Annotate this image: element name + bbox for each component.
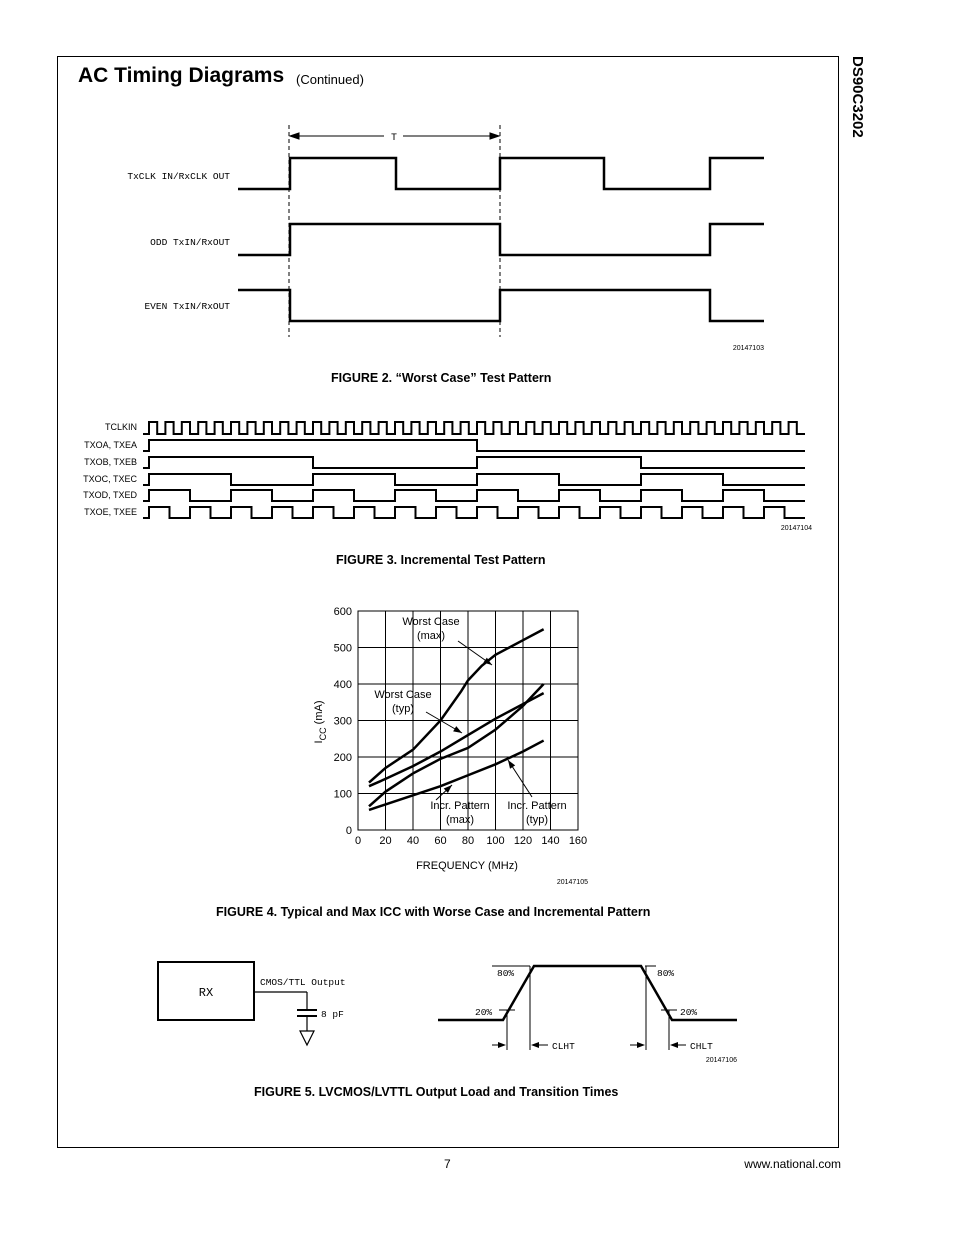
x-tick-label: 80 xyxy=(461,835,475,847)
figure5-caption: FIGURE 5. LVCMOS/LVTTL Output Load and Transition Times xyxy=(254,1085,619,1099)
y-tick-label: 100 xyxy=(333,788,352,801)
output-label: CMOS/TTL Output xyxy=(260,977,346,988)
x-tick-label: 100 xyxy=(486,835,505,847)
signal-label: ODD TxIN/RxOUT xyxy=(150,237,230,248)
signal-label: TXOD, TXED xyxy=(83,490,137,500)
figure4-caption: FIGURE 4. Typical and Max ICC with Worse Case and Incremental Pattern xyxy=(216,905,651,919)
signal-label: EVEN TxIN/RxOUT xyxy=(144,301,230,312)
figure-code: 20147106 xyxy=(705,1057,737,1064)
pct-label: 80% xyxy=(497,968,515,979)
annotation-label: Worst Case xyxy=(374,689,432,701)
x-tick-label: 120 xyxy=(513,835,533,847)
part-number-tag: DS90C3202 xyxy=(849,56,866,138)
figure-code: 20147105 xyxy=(556,879,588,886)
annotation-label: Worst Case xyxy=(402,616,460,628)
page-subtitle: (Continued) xyxy=(296,72,364,87)
cap-label: 8 pF xyxy=(321,1009,344,1020)
page-frame xyxy=(57,56,839,1148)
footer-url: www.national.com xyxy=(744,1157,841,1171)
signal-label: TXOB, TXEB xyxy=(84,457,137,467)
rx-label: RX xyxy=(198,986,214,1000)
y-tick-label: 300 xyxy=(333,715,352,728)
annotation-label: (max) xyxy=(416,630,446,642)
figure2-caption: FIGURE 2. “Worst Case” Test Pattern xyxy=(331,371,552,385)
x-tick-label: 140 xyxy=(541,835,560,847)
x-tick-label: 60 xyxy=(434,835,447,847)
chlt-label: CHLT xyxy=(690,1041,713,1052)
figure-code: 20147103 xyxy=(732,345,764,352)
annotation-label: (max) xyxy=(445,814,475,826)
figure-code: 20147104 xyxy=(780,525,812,532)
x-axis-label: FREQUENCY (MHz) xyxy=(416,860,518,872)
pct-label: 80% xyxy=(657,968,675,979)
annotation-label: Incr. Pattern xyxy=(430,800,490,812)
figure3-caption: FIGURE 3. Incremental Test Pattern xyxy=(336,553,546,567)
pct-label: 20% xyxy=(680,1007,698,1018)
annotation-label: (typ) xyxy=(392,703,414,715)
signal-label: TxCLK IN/RxCLK OUT xyxy=(127,171,230,182)
y-tick-label: 600 xyxy=(333,606,352,618)
signal-label: TXOE, TXEE xyxy=(84,507,137,517)
signal-label: TXOA, TXEA xyxy=(84,440,137,450)
signal-label: TXOC, TXEC xyxy=(83,474,137,484)
y-axis-label: $I_{CC}$ (mA) xyxy=(313,700,328,744)
y-tick-label: 200 xyxy=(333,752,352,764)
signal-label: TCLKIN xyxy=(104,422,137,432)
y-tick-label: 500 xyxy=(333,642,352,655)
y-tick-label: 400 xyxy=(333,679,352,691)
y-tick-label: 0 xyxy=(345,825,352,837)
x-tick-label: 20 xyxy=(379,835,392,847)
page-title: AC Timing Diagrams xyxy=(78,64,285,87)
annotation-label: (typ) xyxy=(526,814,548,826)
x-tick-label: 160 xyxy=(568,835,588,847)
pct-label: 20% xyxy=(475,1007,493,1018)
period-label: T xyxy=(390,133,398,144)
x-tick-label: 40 xyxy=(406,835,420,847)
clht-label: CLHT xyxy=(552,1041,575,1052)
page-number: 7 xyxy=(444,1157,451,1171)
x-tick-label: 0 xyxy=(354,835,362,847)
annotation-label: Incr. Pattern xyxy=(507,800,567,812)
